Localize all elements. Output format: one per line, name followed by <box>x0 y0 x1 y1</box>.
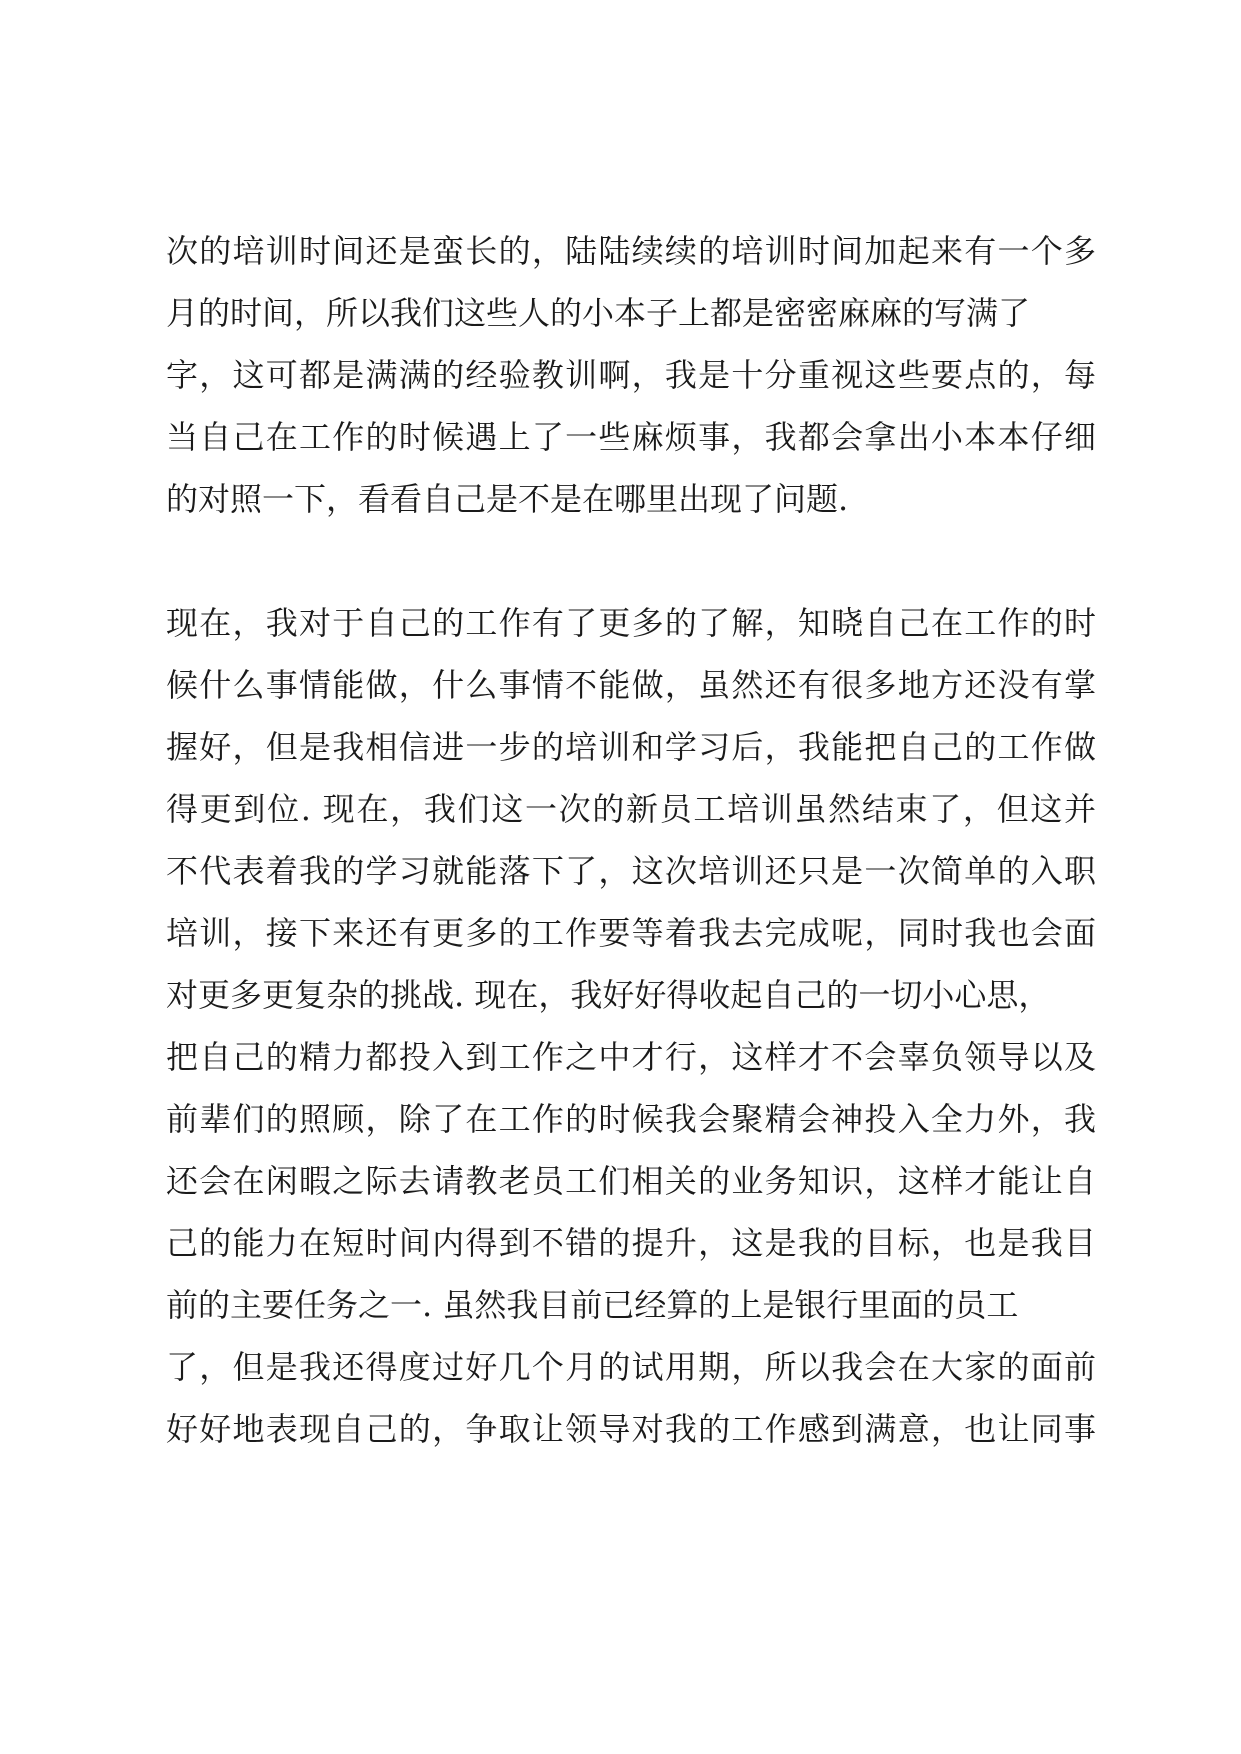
text-line: 次的培训时间还是蛮长的，陆陆续续的培训时间加起来有一个多 <box>166 232 1096 270</box>
text-line: 培训，接下来还有更多的工作要等着我去完成呢，同时我也会面 <box>166 914 1096 952</box>
text-line: 当自己在工作的时候遇上了一些麻烦事，我都会拿出小本本仔细 <box>166 418 1096 456</box>
text-line: 前辈们的照顾，除了在工作的时候我会聚精会神投入全力外，我 <box>166 1100 1096 1138</box>
text-line: 候什么事情能做，什么事情不能做，虽然还有很多地方还没有掌 <box>166 666 1096 704</box>
text-line: 对更多更复杂的挑战. 现在，我好好得收起自己的一切小心思， <box>166 976 1051 1014</box>
text-line: 字，这可都是满满的经验教训啊，我是十分重视这些要点的，每 <box>166 356 1096 394</box>
text-line: 己的能力在短时间内得到不错的提升，这是我的目标，也是我目 <box>166 1224 1096 1262</box>
text-line: 了，但是我还得度过好几个月的试用期，所以我会在大家的面前 <box>166 1348 1096 1386</box>
paragraph-2 <box>166 592 1096 1460</box>
text-line: 把自己的精力都投入到工作之中才行，这样才不会辜负领导以及 <box>166 1038 1096 1076</box>
text-line: 的对照一下，看看自己是不是在哪里出现了问题. <box>166 480 849 518</box>
text-line: 前的主要任务之一. 虽然我目前已经算的上是银行里面的员工 <box>166 1286 1019 1324</box>
text-line: 月的时间，所以我们这些人的小本子上都是密密麻麻的写满了 <box>166 294 1031 332</box>
paragraph-1 <box>166 220 1096 530</box>
text-line: 现在，我对于自己的工作有了更多的了解，知晓自己在工作的时 <box>166 604 1096 642</box>
text-line: 握好，但是我相信进一步的培训和学习后，我能把自己的工作做 <box>166 728 1096 766</box>
text-line: 还会在闲暇之际去请教老员工们相关的业务知识，这样才能让自 <box>166 1162 1096 1200</box>
text-line: 好好地表现自己的，争取让领导对我的工作感到满意，也让同事 <box>166 1410 1096 1448</box>
text-line: 不代表着我的学习就能落下了，这次培训还只是一次简单的入职 <box>166 852 1096 890</box>
text-line: 得更到位. 现在，我们这一次的新员工培训虽然结束了，但这并 <box>166 790 1096 828</box>
